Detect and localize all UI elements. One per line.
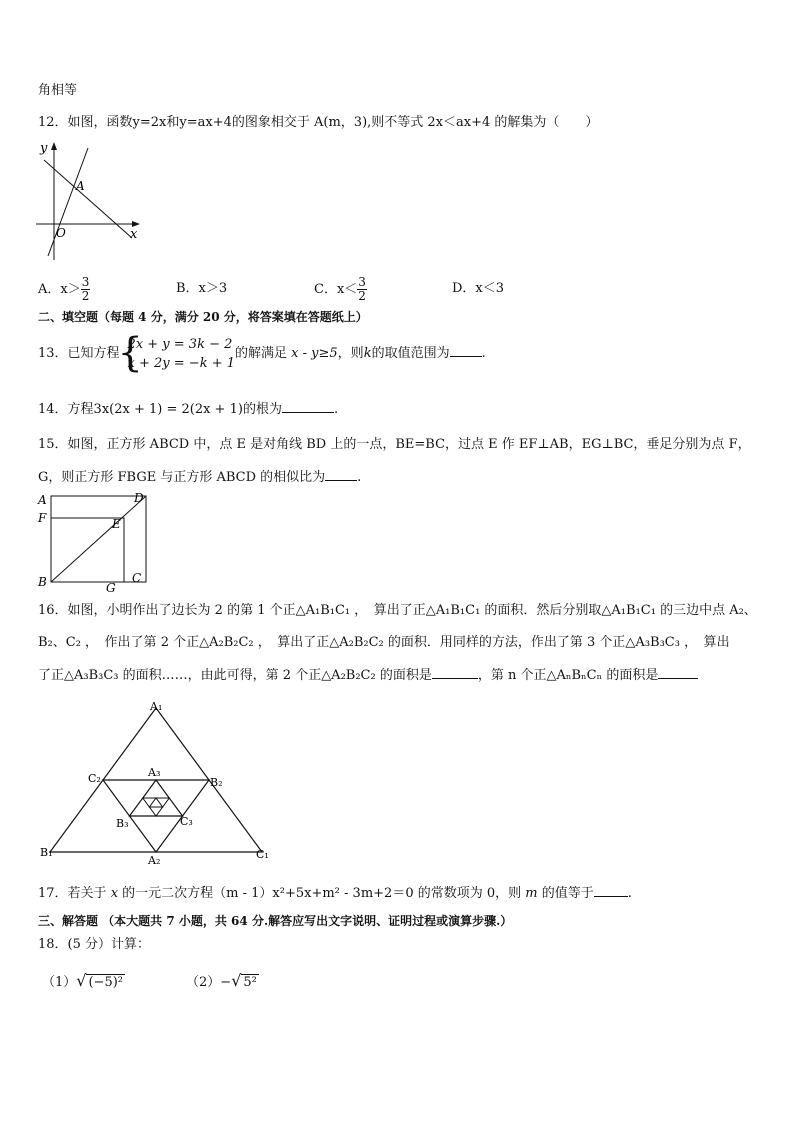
q12-option-a[interactable]: A．x＞ $\frac{3}{2}$ — [38, 275, 90, 303]
question-12-text — [38, 114, 598, 132]
q13-equation-system: { 2x + y = 3k − 2 x + 2y = −k + 1 — [120, 335, 235, 373]
question-15-line-2: G，则正方形 FBGE 与正方形 ABCD 的相似比为 . — [38, 470, 362, 485]
question-16-line-3: 了正△A₃B₃C₃ 的面积……，由此可得，第 2 个正△A₂B₂C₂ 的面积是 ，第 n 个正△AₙBₙCₙ 的面积是 — [38, 666, 698, 685]
q12-option-c[interactable]: C．x＜ $\frac{3}{2}$ — [314, 275, 366, 303]
q12-mid-2: 的图象相交于 A(m，3),则不等式 2x＜ax+4 的解集为（ ） — [231, 115, 599, 130]
q12-x-label: x — [130, 227, 138, 242]
svg-text:C₂: C₂ — [88, 772, 101, 785]
question-15-line-1: 15．如图，正方形 ABCD 中，点 E 是对角线 BD 上的一点，BE=BC，过点 E 作 EF⊥AB，EG⊥BC，垂足分别为点 F， — [38, 437, 751, 452]
q17-answer-blank[interactable] — [594, 884, 628, 897]
q14-equation: 3x(2x + 1) = 2(2x + 1) — [93, 402, 243, 417]
previous-answer-fragment: 角相等 — [38, 83, 78, 98]
q16-answer-blank-1[interactable] — [432, 666, 478, 679]
svg-text:A₂: A₂ — [148, 854, 161, 864]
svg-text:F: F — [38, 511, 47, 525]
svg-text:C: C — [132, 571, 142, 585]
question-18-title: 18．(5 分）计算： — [38, 937, 151, 952]
svg-text:G: G — [106, 581, 116, 594]
svg-text:A₁: A₁ — [150, 700, 163, 713]
svg-text:E: E — [112, 517, 121, 531]
svg-text:A: A — [38, 493, 47, 507]
q12-y-label: y — [40, 141, 48, 156]
question-13-text: 13．已知方程 { 2x + y = 3k − 2 x + 2y = −k + 1 的解满足 x - y≥5，则k的取值范围为 . — [38, 334, 486, 374]
q16-triangle-figure — [34, 700, 284, 864]
q14-answer-blank[interactable] — [282, 400, 334, 413]
q12-graph — [34, 140, 144, 262]
svg-text:A₃: A₃ — [148, 766, 161, 779]
q12-option-b[interactable]: B．x＞3 — [176, 281, 228, 296]
q12-function-1: y=2x — [132, 115, 167, 130]
section-2-heading: 二、填空题（每题 4 分，满分 20 分，将答案填在答题纸上） — [38, 310, 368, 324]
q16-answer-blank-2[interactable] — [658, 666, 698, 679]
q12-option-d[interactable]: D．x＜3 — [452, 281, 505, 296]
question-17-text: 17．若关于 x 的一元二次方程（m - 1）x²+5x+m² - 3m+2＝0 的常数项为 0，则 m 的值等于 . — [38, 886, 632, 901]
q15-square-figure — [34, 490, 152, 594]
q12-prefix: 12．如图，函数 — [38, 115, 133, 130]
q18-part-1: （1）√ (−5)² — [42, 971, 124, 990]
svg-text:B₃: B₃ — [116, 817, 129, 830]
svg-text:B₁: B₁ — [40, 846, 53, 859]
svg-text:B: B — [38, 575, 47, 589]
question-16-line-1: 16．如图，小明作出了边长为 2 的第 1 个正△A₁B₁C₁ ， 算出了正△A₁B₁C₁ 的面积．然后分别取△A₁B₁C₁ 的三边中点 A₂、 — [38, 603, 757, 618]
q15-answer-blank[interactable] — [325, 468, 357, 481]
svg-text:B₂: B₂ — [210, 776, 223, 789]
q12-point-label: A — [76, 179, 85, 193]
svg-text:C₁: C₁ — [256, 848, 269, 861]
q13-answer-blank[interactable] — [450, 344, 482, 357]
q12-mid-1: 和 — [166, 115, 180, 130]
q12-function-2: y=ax+4 — [179, 115, 232, 130]
q18-part-2: （2）−√ 5² — [186, 971, 257, 990]
svg-text:D: D — [134, 491, 144, 505]
svg-text:C₃: C₃ — [180, 815, 193, 828]
q12-origin-label: O — [56, 226, 66, 240]
section-3-heading: 三、解答题 （本大题共 7 小题，共 64 分.解答应写出文字说明、证明过程或演算步骤.） — [38, 914, 513, 928]
question-14-text: 14．方程3x(2x + 1) = 2(2x + 1)的根为 . — [38, 402, 339, 417]
question-16-line-2: B₂、C₂ ， 作出了第 2 个正△A₂B₂C₂ ， 算出了正△A₂B₂C₂ 的面积．用同样的方法，作出了第 3 个正△A₃B₃C₃ ， 算出 — [38, 635, 730, 650]
